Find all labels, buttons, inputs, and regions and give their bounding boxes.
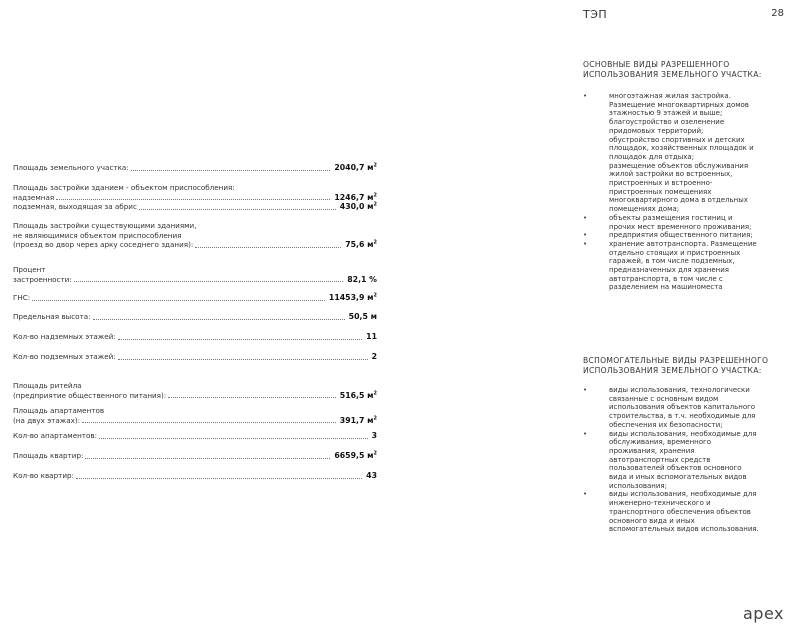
stat-label-line: Площадь ритейла xyxy=(13,381,82,390)
dot-leader xyxy=(85,458,330,459)
stat-row xyxy=(13,312,377,322)
main-uses-list xyxy=(583,92,793,292)
stat-label: (проезд во двор через арку соседнего здания): xyxy=(13,240,194,250)
list-item-line: пристроенных помещениях xyxy=(609,187,712,196)
stat-item xyxy=(13,471,377,481)
stat-value-text: 391,7 м xyxy=(339,415,374,425)
stat-row xyxy=(13,431,377,441)
stat-row xyxy=(13,352,377,362)
stat-item xyxy=(13,431,377,441)
dot-leader xyxy=(118,339,362,340)
apex-logo: apex xyxy=(743,604,784,623)
stat-value-text: 82,1 % xyxy=(347,274,377,284)
list-item-line: • многоэтажная жилая застройка. xyxy=(609,92,731,100)
list-item-line: пристроенных и встроенно- xyxy=(609,179,713,188)
stat-value xyxy=(334,451,377,461)
list-item-line: предназначенных для хранения xyxy=(609,266,729,275)
stat-value-text: 11453,9 м xyxy=(328,293,374,302)
list-item-line: автотранспортных средств xyxy=(609,455,711,464)
stat-row xyxy=(13,202,377,212)
list-item-line: вида и иных вспомогательных видов xyxy=(609,473,747,482)
unit-superscript: 2 xyxy=(373,201,377,208)
stat-label: ГНС: xyxy=(13,293,31,302)
list-item-line: • объекты размещения гостиниц и xyxy=(609,213,733,222)
list-item-line: многоквартирного дома в отдельных xyxy=(609,196,748,205)
dot-leader xyxy=(131,170,331,171)
stat-row xyxy=(13,391,377,401)
stat-value xyxy=(340,202,377,212)
stat-row xyxy=(13,332,377,342)
list-item-line: помещениях дома; xyxy=(609,205,680,214)
section-title-line: ИСПОЛЬЗОВАНИЯ ЗЕМЕЛЬНОГО УЧАСТКА: xyxy=(583,365,762,375)
stat-row xyxy=(13,163,377,173)
stat-label: Площадь земельного участка: xyxy=(13,163,129,172)
list-item xyxy=(583,240,793,292)
list-item-line: • предприятия общественного питания; xyxy=(609,231,753,240)
main-uses-title xyxy=(583,60,788,79)
dot-leader xyxy=(118,359,368,360)
list-item-line: • виды использования, необходимые для xyxy=(609,490,757,499)
list-item xyxy=(583,430,793,491)
list-item-line: гаражей, в том числе подземных, xyxy=(609,257,735,266)
stat-value xyxy=(340,391,377,401)
stat-value xyxy=(372,431,377,441)
stat-item xyxy=(13,163,377,173)
list-item xyxy=(583,386,793,430)
stat-item xyxy=(13,406,377,425)
list-item-line: транспортного обеспечения объектов xyxy=(609,507,751,516)
list-item-line: размещение объектов обслуживания xyxy=(609,161,749,170)
stat-value-text: 6659,5 м xyxy=(334,451,374,460)
list-item-line: благоустройство и озеленение xyxy=(609,118,725,127)
list-item-line: жилой застройки во встроенных, xyxy=(609,170,733,179)
list-item-line: площадок, хозяйственных площадок и xyxy=(609,144,754,153)
list-item-line: связанные с основным видом xyxy=(609,394,719,403)
dot-leader xyxy=(82,422,336,423)
unit-superscript: 2 xyxy=(373,450,377,457)
stat-row xyxy=(13,193,377,203)
dot-leader xyxy=(93,319,345,320)
stat-value xyxy=(347,275,377,285)
list-item-line: придомовых территорий; xyxy=(609,126,704,135)
dot-leader xyxy=(74,281,343,282)
stat-value xyxy=(334,193,377,203)
unit-superscript: 2 xyxy=(373,162,377,169)
stat-item xyxy=(13,221,377,250)
list-item-line: Размещение многоквартирных домов xyxy=(609,100,749,109)
stat-value xyxy=(372,352,377,362)
dot-leader xyxy=(76,478,362,479)
stat-item xyxy=(13,312,377,322)
stat-item xyxy=(13,265,377,284)
unit-superscript: 2 xyxy=(373,415,377,421)
dot-leader xyxy=(56,199,330,200)
stat-label: (на двух этажах): xyxy=(13,415,81,425)
dot-leader xyxy=(195,247,341,248)
stat-label: Кол-во надземных этажей: xyxy=(13,332,116,341)
list-item-line: обеспечения их безопасности; xyxy=(609,420,723,429)
unit-superscript: 2 xyxy=(373,390,377,396)
stat-value-text: 430,0 м xyxy=(339,202,374,212)
stat-label-line: не являющимися объектом приспособления xyxy=(13,230,182,240)
dot-leader xyxy=(168,397,336,398)
stat-item xyxy=(13,183,377,212)
list-item-line: строительства, в т.ч. необходимые для xyxy=(609,412,756,421)
stat-value-text: 3 xyxy=(371,431,377,440)
list-item-line: инженерно-технического и xyxy=(609,499,711,508)
dot-leader xyxy=(139,209,336,210)
stat-label: надземная xyxy=(13,192,55,202)
stat-value-text: 2 xyxy=(371,352,377,361)
stat-label: Кол-во квартир: xyxy=(13,471,74,480)
list-item-line: разделением на машиноместа xyxy=(609,283,723,292)
list-item xyxy=(583,231,793,240)
stat-value-text: 75,6 м xyxy=(345,240,374,250)
list-item-line: основного вида и иных xyxy=(609,516,695,525)
list-item-line: отдельно стоящих и пристроенных xyxy=(609,248,741,257)
stat-item xyxy=(13,352,377,362)
list-item-line: • хранение автотранспорта. Размещение xyxy=(609,239,757,248)
list-item-line: прочих мест временного проживания; xyxy=(609,222,752,231)
stat-value-text: 43 xyxy=(366,471,377,480)
stat-label-line: Площадь застройки зданием - объектом приспособления: xyxy=(13,183,235,192)
stat-item xyxy=(13,381,377,400)
stat-item xyxy=(13,332,377,342)
unit-superscript: 2 xyxy=(373,192,377,198)
stat-label: Площадь квартир: xyxy=(13,451,84,460)
unit-superscript: 2 xyxy=(373,239,377,246)
stat-item xyxy=(13,451,377,461)
list-item-line: площадок для отдыха; xyxy=(609,152,695,161)
stat-label: (предприятие общественного питания): xyxy=(13,390,167,400)
stat-value-text: 1246,7 м xyxy=(334,192,374,202)
stat-value-text: 50,5 м xyxy=(348,312,377,321)
unit-superscript: 2 xyxy=(373,292,377,299)
section-title-line: ВСПОМОГАТЕЛЬНЫЕ ВИДЫ РАЗРЕШЕННОГО xyxy=(583,356,769,365)
stat-label-line: Площадь застройки существующими зданиями, xyxy=(13,221,197,230)
list-item-line: проживания, хранения xyxy=(609,446,695,455)
stat-item xyxy=(13,293,377,303)
stat-value-text: 516,5 м xyxy=(339,390,374,400)
stat-value xyxy=(366,471,377,481)
section-title-line: ИСПОЛЬЗОВАНИЯ ЗЕМЕЛЬНОГО УЧАСТКА: xyxy=(583,69,762,79)
aux-uses-title xyxy=(583,356,788,375)
stat-value-text: 2040,7 м xyxy=(334,163,374,172)
stat-label: Кол-во апартаментов: xyxy=(13,431,98,440)
list-item xyxy=(583,214,793,231)
list-item-line: пользователей объектов основного xyxy=(609,464,742,473)
list-item-line: обустройство спортивных и детских xyxy=(609,135,745,144)
stat-label-line: Процент xyxy=(13,265,46,274)
list-item xyxy=(583,490,793,534)
section-title-line: ОСНОВНЫЕ ВИДЫ РАЗРЕШЕННОГО xyxy=(583,60,730,69)
list-item-line: • виды использования, технологически xyxy=(609,386,750,394)
stat-label: Кол-во подземных этажей: xyxy=(13,352,116,361)
stat-value-text: 11 xyxy=(366,332,377,341)
list-item-line: использования объектов капитального xyxy=(609,403,756,412)
list-item xyxy=(583,92,793,214)
stat-row xyxy=(13,240,377,250)
stat-row xyxy=(13,451,377,461)
list-item-line: этажностью 9 этажей и выше; xyxy=(609,109,723,118)
stat-row xyxy=(13,275,377,285)
stat-row xyxy=(13,293,377,303)
list-item-line: вспомогательных видов использования. xyxy=(609,525,759,534)
stat-label: подземная, выходящая за абрис xyxy=(13,202,137,212)
page-number: 28 xyxy=(771,8,784,19)
stat-label: Предельная высота: xyxy=(13,312,91,321)
list-item-line: использования; xyxy=(609,481,667,490)
stat-value xyxy=(329,293,377,303)
stat-label-line: Площадь апартаментов xyxy=(13,406,105,415)
list-item-line: обслуживания, временного xyxy=(609,438,711,447)
stat-row xyxy=(13,416,377,426)
header-title: ТЭП xyxy=(583,8,608,21)
stat-value xyxy=(366,332,377,342)
stat-value xyxy=(334,163,377,173)
stat-label: застроенности: xyxy=(13,274,72,284)
stat-value xyxy=(349,312,377,322)
list-item-line: автотранспорта, в том числе с xyxy=(609,274,723,283)
stat-value xyxy=(345,240,377,250)
stat-value xyxy=(340,416,377,426)
dot-leader xyxy=(99,438,368,439)
dot-leader xyxy=(32,300,325,301)
stat-row xyxy=(13,471,377,481)
aux-uses-list xyxy=(583,386,793,534)
list-item-line: • виды использования, необходимые для xyxy=(609,429,757,438)
